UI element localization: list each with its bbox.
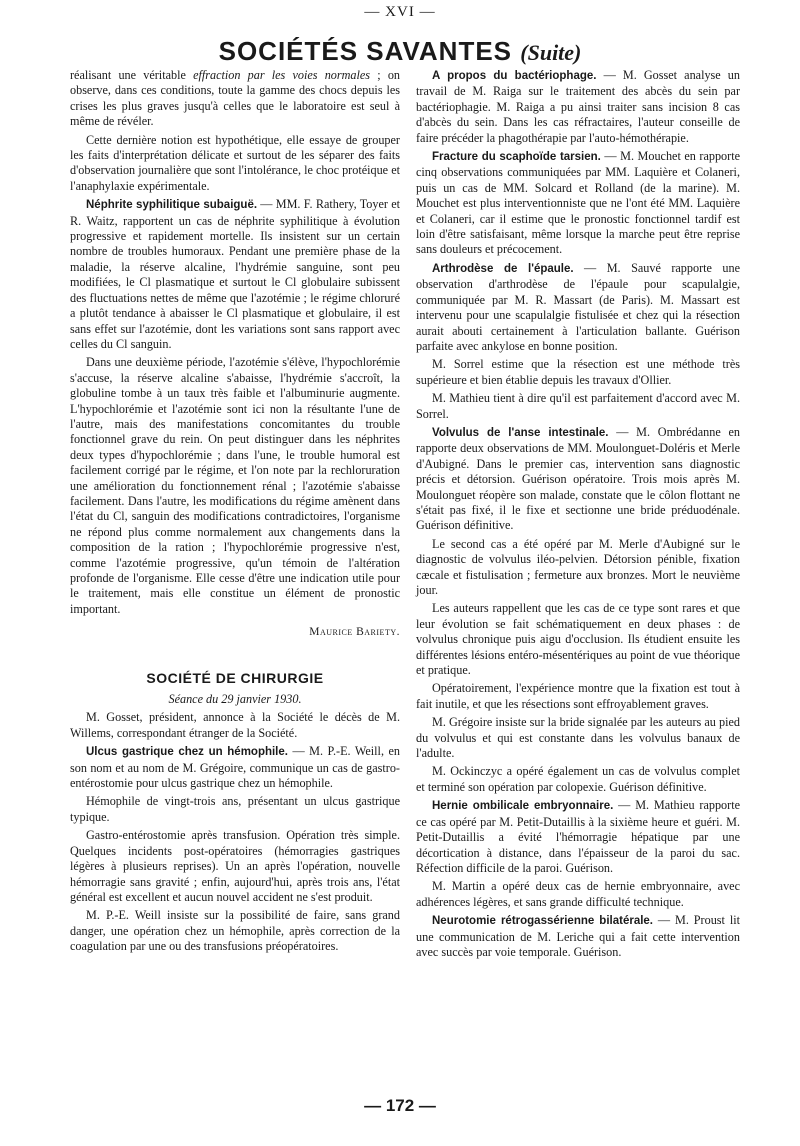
paragraph: M. P.-E. Weill insiste sur la possibilité de faire, sans grand danger, une opération chez un hémophile, après correction de la coagulation par une ou des transfusions préopératoires.	[70, 908, 400, 954]
author-signature: Maurice Bariety.	[309, 626, 400, 639]
paragraph: Les auteurs rappellent que les cas de ce type sont rares et que leur évolution se fait schématiquement en deux phases : de volvulus chronique puis aigu d'occlusion. Ils étudient ensuite les différentes lésions entéro-mésentériques au point de vue théorique et pratique.	[416, 601, 740, 678]
section-heading: SOCIÉTÉ DE CHIRURGIE	[146, 669, 324, 686]
paragraph: Hémophile de vingt-trois ans, présentant un ulcus gastrique typique.	[70, 794, 400, 824]
paragraph: M. Martin a opéré deux cas de hernie embryonnaire, avec adhérences légères, et sans grande difficulté technique.	[416, 879, 740, 909]
article-heading: Ulcus gastrique chez un hémophile.	[86, 746, 288, 759]
article-heading: Hernie ombilicale embryonnaire.	[432, 800, 614, 813]
article-arthrodese: Arthrodèse de l'épaule. — M. Sauvé rapporte une observation d'arthrodèse de l'épaule pour scapulalgie, communiquée par M. R. Massart (de Paris). M. Massart est intervenu pour une scapulalgie fistulisée et chez qui la résection aurait abouti certainement à l'articulation ballante. Guérison parfaite avec ankylose en bonne position.	[416, 260, 740, 353]
paragraph: M. Grégoire insiste sur la bride signalée par les auteurs au pied du volvulus et qui est constante dans les volvulus banaux de l'adulte.	[416, 715, 740, 761]
article-scaphoide: Fracture du scaphoïde tarsien. — M. Mouchet en rapporte cinq observations communiquées par MM. Laquière et Colaneri, puis un cas de MM. Solcard et Rolland (de la marine). M. Mouchet est plus interventionniste que ne l'ont été MM. Laquière et Colaneri, car il estime que le pronostic fonctionnel tardif est loin d'être satisfaisant, même lorsque la marche peut être reprise sans douleurs et précocement.	[416, 149, 740, 257]
paragraph: M. Sorrel estime que la résection est une méthode très supérieure et bien établie depuis les travaux d'Ollier.	[416, 357, 740, 387]
article-ulcus: Ulcus gastrique chez un hémophile. — M. P.-E. Weill, en son nom et au nom de M. Grégoire, communique un cas de gastro-entérostomie pour ulcus gastrique chez un hémophile.	[70, 744, 400, 791]
article-heading: Volvulus de l'anse intestinale.	[432, 426, 609, 439]
paragraph: réalisant une véritable effraction par les voies normales ; on observe, dans ces conditions, toute la gamme des chocs depuis les crises les plus graves jusqu'à celles que le laboratoire est seul à même de révéler.	[70, 68, 401, 129]
article-heading: Néphrite syphilitique subaiguë.	[86, 199, 258, 212]
paragraph: Cette dernière notion est hypothétique, elle essaye de grouper les faits d'interprétation délicate et surtout de les séparer des faits d'observation journalière que sont l'intolérance, le choc protéique et l'anaphylaxie expérimentale.	[70, 132, 400, 193]
paragraph: Le second cas a été opéré par M. Merle d'Aubigné sur le diagnostic de volvulus iléo-pelvien. Détorsion pénible, fixation cæcale et fistulisation ; fermeture aux bronzes. Mort le neuvième jour.	[416, 536, 740, 597]
paragraph: Dans une deuxième période, l'azotémie s'élève, l'hypochlorémie s'accuse, la réserve alcaline s'abaisse, l'hydrémie s'accroît, la globuline tombe à un taux très faible et l'albuminurie augmente. L'hypochlorémie et l'azotémie sont ici non la résultante l'une de l'autre, mais des manifestations concomitantes du trouble fonctionnel grave du rein. On peut distinguer dans les néphrites deux types d'hypochlorémie ; dans l'une, le trouble humoral est facilement corrigé par le régime, et l'on note par la rechloruration une amélioration du fonctionnement rénal ; l'azotémie s'abaisse facilement. Dans l'autre, les modifications du régime amènent dans l'état du Cl, sanguin des modifications contradictoires, l'organisme ne répond plus comme normalement aux changements dans la composition de la ration ; l'hypochlorémie progressive n'est, comme l'azotémie progressive, qu'un témoin de l'altération profonde de l'organisme. Elle cesse d'être une indication utile pour le traitement, mais elle constitue un élément de pronostic important.	[70, 355, 400, 616]
article-heading: Arthrodèse de l'épaule.	[432, 262, 574, 275]
article-nephrite: Néphrite syphilitique subaiguë. — MM. F. Rathery, Toyer et R. Waitz, rapportent un cas de néphrite syphilitique à évolution progressive et rapidement mortelle. Ils insistent sur un certain nombre de troubles humoraux. Pendant une première phase de la maladie, la réserve alcaline, l'hydrémie sanguine, sont peu modifiées, le Cl plasmatique et surtout le Cl globulaire subissent des fluctuations nettes de même que l'azotémie ; le régime chloruré a plutôt tendance à abaisser le Cl plasmatique et globulaire, il est sans effet sur l'azotémie, dont les variations sont sans rapport avec celles du Cl sanguin.	[70, 197, 400, 351]
page-number: — 172 —	[364, 1096, 436, 1115]
paragraph: M. Ockinczyc a opéré également un cas de volvulus complet et terminé son opération par colopexie. Guérison définitive.	[416, 764, 740, 794]
article-hernie: Hernie ombilicale embryonnaire. — M. Mathieu rapporte ce cas opéré par M. Petit-Dutaillis à la sixième heure et guéri. M. Petit-Dutaillis a évité l'hémorragie hépatique par une décortication à distance, dans l'épaisseur de la paroi du sac. Réfection difficile de la paroi. Guérison.	[416, 798, 741, 875]
page-title	[0, 36, 800, 67]
paragraph: M. Mathieu tient à dire qu'il est parfaitement d'accord avec M. Sorrel.	[416, 391, 740, 421]
right-column	[416, 68, 740, 960]
article-heading: A propos du bactériophage.	[432, 70, 597, 82]
running-folio: — XVI —	[364, 4, 436, 20]
paragraph: M. Gosset, président, annonce à la Société le décès de M. Willems, correspondant étranger de la Société.	[70, 710, 400, 740]
article-neurotomie: Neurotomie rétrogassérienne bilatérale. — M. Proust lit une communication de M. Leriche qui a fait cette intervention avec succès par voie temporale. Guérison.	[416, 913, 740, 959]
left-column	[70, 68, 400, 955]
page-title-main: SOCIÉTÉS SAVANTES	[218, 36, 513, 66]
article-volvulus: Volvulus de l'anse intestinale. — M. Ombrédanne en rapporte deux observations de MM. Moulonguet-Doléris et Merle d'Aubigné. Dans le premier cas, intervention sans diagnostic précis et détorsion. Guérison opératoire. Trois mois après M. Moulonguet réopère son malade, constate que le côlon flottant ne s'était pas fixé, il le fixe et sectionne une bride préduodénale. Guérison définitive.	[416, 424, 740, 533]
page-title-suite: (Suite)	[520, 40, 582, 65]
article-bacteriophage: A propos du bactériophage. — M. Gosset analyse un travail de M. Raiga sur le traitement des abcès du sein par bactériophagie. M. Raiga a pu ainsi traiter sans incision 8 cas d'abcès du sein. Dans les cas réfractaires, l'auteur conseille de faire précéder la phagothérapie par l'auto-hémothérapie.	[416, 68, 740, 145]
article-heading: Fracture du scaphoïde tarsien.	[432, 151, 601, 164]
paragraph: Gastro-entérostomie après transfusion. Opération très simple. Quelques incidents post-opératoires (hémorragies gastriques légères à plusieurs reprises). Un an après l'opération, nouvelle hémorragie sans gravité ; enfin, aujourd'hui, après trois ans, l'état général est excellent et aucun nouvel accident ne s'est produit.	[70, 828, 400, 904]
paragraph: Opératoirement, l'expérience montre que la fixation est tout à fait inutile, et que les résections sont effroyablement graves.	[416, 681, 740, 711]
article-heading: Neurotomie rétrogassérienne bilatérale.	[432, 915, 654, 928]
session-date: Séance du 29 janvier 1930.	[168, 692, 302, 707]
